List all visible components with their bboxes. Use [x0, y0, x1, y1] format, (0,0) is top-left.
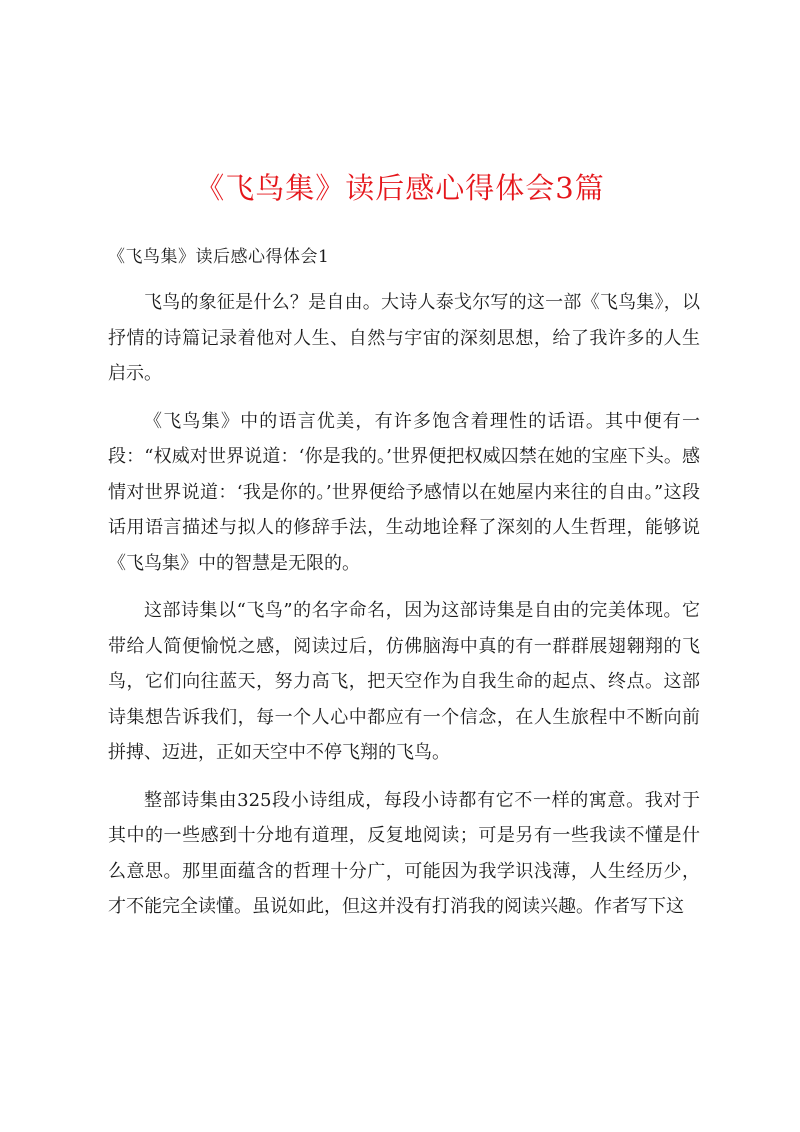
paragraph: 《飞鸟集》中的语言优美，有许多饱含着理性的话语。其中便有一段：“权威对世界说道：‘你是我的。’世界便把权威囚禁在她的宝座下头。感情对世界说道：‘我是你的。’世界便给予感情以在她屋内来往的自由。”这段话用语言描述与拟人的修辞手法，生动地诠释了深刻的人生哲理，能够说《飞鸟集》中的智慧是无限的。: [108, 410, 700, 574]
section-heading: 《飞鸟集》读后感心得体会1: [108, 247, 330, 267]
paragraph: 这部诗集以“飞鸟”的名字命名，因为这部诗集是自由的完美体现。它带给人简便愉悦之感，阅读过后，仿佛脑海中真的有一群群展翅翱翔的飞鸟，它们向往蓝天，努力高飞，把天空作为自我生命的起点、终点。这部诗集想告诉我们，每一个人心中都应有一个信念，在人生旅程中不断向前拼搏、迈进，正如天空中不停飞翔的飞鸟。: [108, 600, 700, 763]
document-title: 《飞鸟集》读后感心得体会3篇: [195, 171, 605, 205]
document-body: [108, 285, 700, 937]
paragraph: 整部诗集由325段小诗组成，每段小诗都有它不一样的寓意。我对于其中的一些感到十分地有道理，反复地阅读；可是另有一些我读不懂是什么意思。那里面蕴含的哲理十分广，可能因为我学识浅薄，人生经历少，才不能完全读懂。虽说如此，但这并没有打消我的阅读兴趣。作者写下这: [108, 789, 700, 917]
paragraph: 飞鸟的象征是什么？是自由。大诗人泰戈尔写的这一部《飞鸟集》，以抒情的诗篇记录着他对人生、自然与宇宙的深刻思想，给了我许多的人生启示。: [108, 292, 700, 384]
